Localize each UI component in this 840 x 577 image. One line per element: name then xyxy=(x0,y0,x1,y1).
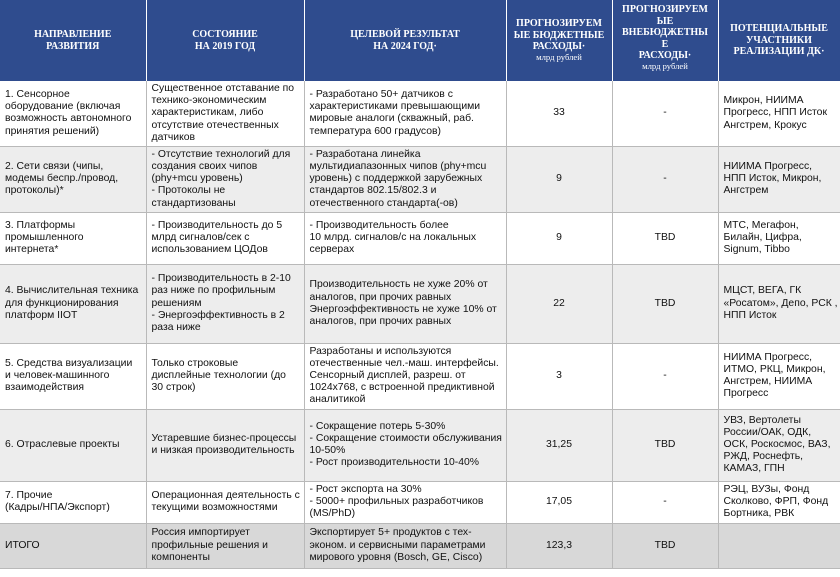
state-cell-line: и низкая производительность xyxy=(151,445,295,457)
table-header-row xyxy=(0,0,840,81)
target-cell xyxy=(304,343,506,409)
target-cell-line: Сенсорный дисплей, разреш. от xyxy=(309,370,466,382)
state-cell-line: - Отсутствие технологий для xyxy=(151,148,291,160)
state-cell xyxy=(146,481,304,523)
direction-cell xyxy=(0,264,146,343)
state-cell-line: текущими возможностями xyxy=(151,502,278,514)
direction-cell xyxy=(0,481,146,523)
state-cell-line: Россия импортирует xyxy=(151,527,250,539)
participants-cell-line: Ангстрем xyxy=(723,185,769,197)
state-cell-line: млрд сигналов/сек с xyxy=(151,232,250,244)
budget-cell: 22 xyxy=(506,264,612,343)
table-row xyxy=(0,409,840,481)
target-cell-line: характеристиками превышающими xyxy=(309,101,481,113)
state-cell xyxy=(146,343,304,409)
participants-cell xyxy=(718,523,840,568)
direction-cell-line: для функционирования xyxy=(5,297,119,309)
direction-cell-line: возможность автономного xyxy=(5,113,132,125)
direction-cell-line: взаимодействия xyxy=(5,382,84,394)
target-cell xyxy=(304,481,506,523)
participants-cell xyxy=(718,409,840,481)
target-cell-line: - 5000+ профильных разработчиков xyxy=(309,496,484,508)
target-cell xyxy=(304,146,506,212)
participants-cell-line: ИТМО, РКЦ, Микрон, xyxy=(723,364,826,376)
budget-cell: 31,25 xyxy=(506,409,612,481)
state-cell-line: датчиков xyxy=(151,131,196,143)
state-cell-line: раз ниже по профильным xyxy=(151,285,276,297)
participants-cell-line: НИИМА Прогресс, xyxy=(723,351,813,363)
direction-cell-line: 3. Платформы xyxy=(5,219,76,231)
direction-cell-line: 2. Сети связи (чипы, xyxy=(5,161,104,173)
state-cell xyxy=(146,81,304,146)
table-row xyxy=(0,212,840,264)
target-cell-line: 1024x768, с встроенной предиктивной xyxy=(309,382,495,394)
target-cell-line: серверах xyxy=(309,244,355,256)
budget-cell: 9 xyxy=(506,146,612,212)
state-cell-line: Устаревшие бизнес-процессы xyxy=(151,433,297,445)
target-cell-line: - Производительность более xyxy=(309,219,449,231)
header-extra-budget-expenses: ПРОГНОЗИРУЕМ ЫЕ ВНЕБЮДЖЕТНЫ Е РАСХОДЫ· млрд рублей xyxy=(612,0,718,81)
extra-budget-cell: TBD xyxy=(612,409,718,481)
participants-cell xyxy=(718,81,840,146)
state-cell-line: - Производительность в 2-10 xyxy=(151,273,291,285)
table-row xyxy=(0,481,840,523)
participants-cell-line: КАМАЗ, ГПН xyxy=(723,463,785,475)
participants-cell-line: Бортника, РВК xyxy=(723,508,795,520)
target-cell-line: мирового уровня (Bosch, GE, Cisco) xyxy=(309,551,483,563)
target-cell-line: Энергоэффективность не хуже 10% от xyxy=(309,303,497,315)
direction-cell-line: принятия решений) xyxy=(5,125,100,137)
state-cell-line: стандартизованы xyxy=(151,197,236,209)
budget-cell: 33 xyxy=(506,81,612,146)
target-cell xyxy=(304,523,506,568)
target-cell-line: - Разработано 50+ датчиков с xyxy=(309,89,453,101)
direction-cell-line: и человек-машинного xyxy=(5,370,110,382)
target-cell-line: мировые аналоги (скважный, раб. xyxy=(309,113,474,125)
participants-cell xyxy=(718,343,840,409)
participants-cell-line: НПП Исток xyxy=(723,309,777,321)
target-cell-line: - Сокращение стоимости обслуживания xyxy=(309,433,502,445)
state-cell xyxy=(146,146,304,212)
extra-budget-cell: TBD xyxy=(612,212,718,264)
target-cell xyxy=(304,409,506,481)
table-row xyxy=(0,264,840,343)
table-row xyxy=(0,343,840,409)
participants-cell xyxy=(718,146,840,212)
state-cell-line: создания своих чипов xyxy=(151,161,258,173)
direction-cell-line: 7. Прочие xyxy=(5,490,53,502)
participants-cell-line: Ангстрем, НИИМА xyxy=(723,376,813,388)
state-cell-line: компоненты xyxy=(151,551,210,563)
header-budget-expenses: ПРОГНОЗИРУЕМ ЫЕ БЮДЖЕТНЫЕ РАСХОДЫ· млрд рублей xyxy=(506,0,612,81)
direction-cell-line: промышленного xyxy=(5,232,84,244)
direction-cell xyxy=(0,409,146,481)
state-cell-line: Операционная деятельность с xyxy=(151,490,300,502)
table-row xyxy=(0,146,840,212)
target-cell-line: 10 млрд. сигналов/с на локальных xyxy=(309,232,477,244)
participants-cell-line: Прогресс xyxy=(723,388,769,400)
extra-budget-cell: TBD xyxy=(612,523,718,568)
direction-cell-line: оборудование (включая xyxy=(5,101,121,113)
state-cell xyxy=(146,212,304,264)
target-cell-line: (MS/PhD) xyxy=(309,508,356,520)
direction-cell-line: 4. Вычислительная техника xyxy=(5,285,139,297)
state-cell-line: - Энергоэффективность в 2 xyxy=(151,309,285,321)
target-cell-line: стандартов 802.15/802.3 и xyxy=(309,185,437,197)
extra-budget-cell: - xyxy=(612,481,718,523)
target-cell-line: 10-50% xyxy=(309,445,346,457)
header-extra-unit: млрд рублей xyxy=(642,60,688,71)
direction-cell-line: платформ IIOT xyxy=(5,309,78,321)
header-budget-unit: млрд рублей xyxy=(536,51,582,62)
state-cell xyxy=(146,409,304,481)
state-cell-line: использованием ЦОДов xyxy=(151,244,268,256)
target-cell-line: отечественные чел.-маш. интерфейсы. xyxy=(309,357,499,369)
target-cell-line: - Рост экспорта на 30% xyxy=(309,483,422,495)
header-participants: ПОТЕНЦИАЛЬНЫЕ УЧАСТНИКИ РЕАЛИЗАЦИИ ДК· xyxy=(718,0,840,81)
direction-cell-line: (Кадры/НПА/Экспорт) xyxy=(5,502,110,514)
participants-cell-line: НИИМА Прогресс, xyxy=(723,161,813,173)
direction-cell-line: ИТОГО xyxy=(5,539,40,551)
direction-cell xyxy=(0,212,146,264)
direction-cell-line: 6. Отраслевые проекты xyxy=(5,439,120,451)
participants-cell-line: Прогресс, НПП Исток xyxy=(723,107,827,119)
participants-cell-line: МТС, Мегафон, xyxy=(723,219,799,231)
target-cell-line: аналогов, при прочих равных xyxy=(309,315,452,327)
header-direction: НАПРАВЛЕНИЕ РАЗВИТИЯ xyxy=(0,0,146,81)
participants-cell xyxy=(718,212,840,264)
total-row xyxy=(0,523,840,568)
state-cell-line: характеристикам, либо xyxy=(151,107,264,119)
participants-cell xyxy=(718,264,840,343)
participants-cell-line: Микрон, НИИМА xyxy=(723,95,804,107)
participants-cell-line: Сколково, ФРП, Фонд xyxy=(723,496,829,508)
header-target-2024: ЦЕЛЕВОЙ РЕЗУЛЬТАТ НА 2024 ГОД· xyxy=(304,0,506,81)
target-cell-line: Разработаны и используются xyxy=(309,345,452,357)
participants-cell-line: Билайн, Цифра, xyxy=(723,232,802,244)
table-row xyxy=(0,81,840,146)
state-cell-line: технико-экономическим xyxy=(151,95,267,107)
participants-cell-line: НПП Исток, Микрон, xyxy=(723,173,822,185)
budget-cell: 123,3 xyxy=(506,523,612,568)
target-cell-line: эконом. и сервисными параметрами xyxy=(309,539,486,551)
state-cell-line: - Протоколы не xyxy=(151,185,226,197)
target-cell-line: - Разработана линейка xyxy=(309,148,421,160)
state-cell xyxy=(146,523,304,568)
direction-cell-line: 5. Средства визуализации xyxy=(5,357,133,369)
header-state-2019: СОСТОЯНИЕ НА 2019 ГОД xyxy=(146,0,304,81)
extra-budget-cell: - xyxy=(612,146,718,212)
extra-budget-cell: - xyxy=(612,81,718,146)
state-cell-line: дисплейные технологии (до xyxy=(151,370,286,382)
direction-cell-line: модемы беспр./провод, xyxy=(5,173,119,185)
target-cell-line: мультидиапазонных чипов (phy+mcu xyxy=(309,161,487,173)
target-cell-line: - Рост производительности 10-40% xyxy=(309,457,480,469)
participants-cell-line: «Росатом», Депо, РСК , xyxy=(723,297,838,309)
direction-cell xyxy=(0,81,146,146)
state-cell-line: раза ниже xyxy=(151,321,201,333)
participants-cell-line: РЖД, Роснефть, xyxy=(723,451,804,463)
state-cell-line: Существенное отставание по xyxy=(151,83,295,94)
target-cell-line: температура 600 градусов) xyxy=(309,125,441,137)
budget-cell: 17,05 xyxy=(506,481,612,523)
state-cell-line: 30 строк) xyxy=(151,382,196,394)
direction-cell xyxy=(0,343,146,409)
target-cell xyxy=(304,264,506,343)
target-cell-line: аналитикой xyxy=(309,394,366,406)
participants-cell-line: МЦСТ, ВЕГА, ГК xyxy=(723,285,802,297)
budget-cell: 3 xyxy=(506,343,612,409)
extra-budget-cell: TBD xyxy=(612,264,718,343)
participants-cell xyxy=(718,481,840,523)
state-cell-line: (phy+mcu уровень) xyxy=(151,173,243,185)
target-cell-line: уровень) с поддержкой зарубежных xyxy=(309,173,483,185)
direction-cell-line: протоколы)* xyxy=(5,185,64,197)
direction-cell xyxy=(0,523,146,568)
participants-cell-line: России/ОАК, ОДК, xyxy=(723,426,812,438)
participants-cell-line: Signum, Tibbo xyxy=(723,244,790,256)
direction-cell-line: 1. Сенсорное xyxy=(5,89,70,101)
participants-cell-line: УВЗ, Вертолеты xyxy=(723,414,801,426)
state-cell-line: Только строковые xyxy=(151,357,239,369)
target-cell xyxy=(304,81,506,146)
target-cell-line: аналогов, при прочих равных xyxy=(309,291,452,303)
target-cell-line: Экспортирует 5+ продуктов с тех- xyxy=(309,527,472,539)
state-cell-line: - Производительность до 5 xyxy=(151,219,283,231)
participants-cell-line: Ангстрем, Крокус xyxy=(723,119,807,131)
budget-cell: 9 xyxy=(506,212,612,264)
participants-cell-line: РЭЦ, ВУЗы, Фонд xyxy=(723,483,810,495)
state-cell-line: профильные решения и xyxy=(151,539,268,551)
state-cell-line: отсутствие отечественных xyxy=(151,119,279,131)
participants-cell-line: ОСК, Роскосмос, ВАЗ, xyxy=(723,439,831,451)
target-cell xyxy=(304,212,506,264)
target-cell-line: отечественного стандарта(-ов) xyxy=(309,197,458,209)
target-cell-line: Производительность не хуже 20% от xyxy=(309,279,488,291)
direction-cell-line: интернета* xyxy=(5,244,59,256)
extra-budget-cell: - xyxy=(612,343,718,409)
state-cell-line: решениям xyxy=(151,297,202,309)
direction-cell xyxy=(0,146,146,212)
state-cell xyxy=(146,264,304,343)
target-cell-line: - Сокращение потерь 5-30% xyxy=(309,420,446,432)
